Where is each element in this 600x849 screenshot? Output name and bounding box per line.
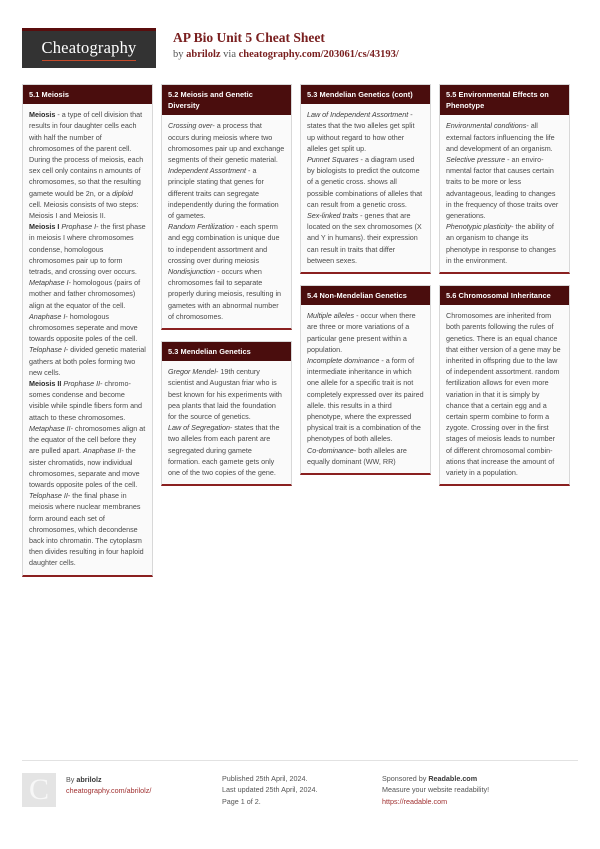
byline (173, 47, 399, 62)
footer-sponsor-url[interactable]: https://readable.com (382, 796, 448, 806)
card-body: Chromosomes are inherited from both parents following the rules of genetics. There is an equal chance that either version of a gene may be inherited in offspring due to the law of independent assortment. random fertilization allows for even more variation in that it is simply by chance that a certain egg and a certain sperm combine to form a zygote. Crossing over in the first stages of meiosis leads to number of different chromosomal combinations that increase the amount of variety in a population. (446, 311, 561, 478)
footer-author-url[interactable]: cheatography.com/abrilolz/ (66, 786, 152, 795)
card-5-5-environmental-effects (439, 84, 570, 274)
card-5-3-mendelian-genetics-cont (300, 84, 431, 274)
footer-author-lines (66, 773, 151, 797)
card-title: 5.4 Non-Mendelian Genetics (301, 286, 430, 305)
card-body: Meiosis - a type of cell division that results in four daughter cells each with half the number of chromosomes of the parent cell. During the process of meiosis, each sex cell only contains n amounts of chromosomes, so that the resulting gamete would be 2n, or a diploid cell. Meiosis consists of two steps: Meiosis I and Meiosis II. Meiosis I Prophase I- the first phase in meiosis I where chromosomes condense, homologous chromosomes pair up to form tetrads, and crossing over occurs. Metaphase I- homologous (pairs of mother and father chromosomes) align at the equator of the cell. Anaphase I- homologous chromosomes seperate and move towards opposite poles of the cell. Telophase I- divided genetic material gathers at both poles forming two new cells. Meiosis II Prophase II- chromosomes condense and become visible while spindle fibers form and attach to these chromosomes. Metaphase II- chromosomes align at the equator of the cell before they are pulled apart. Anaphase II- the sister chromatids, now individual chromosomes, separate and move towards opposite poles of the cell. Telophase II- the final phase in meiosis where nuclear membranes form around each set of chromosomes, which decondense back into chromatin. The cytoplasm then divides resulting in four haploid daughter cells. (29, 110, 146, 568)
page-footer (22, 760, 578, 808)
card-body: Multiple alleles - occur when there are three or more variations of a particular gene present within a population. Incomplete dominance - a form of intermediate inheritance in which one allele for a specific trait is not completely expressed over its paired allele. this results in a third phenotype, where the expressed physical trait is a combination of the phenotypes of both alleles. Co-dominance- both alleles are equally dominant (WW, RR) (307, 311, 424, 466)
footer-updated: Last updated 25th April, 2024. (222, 785, 318, 794)
footer-sponsor-block (382, 773, 572, 808)
title-block (173, 28, 399, 62)
footer-author-name[interactable]: abrilolz (76, 774, 102, 784)
card-5-2-meiosis-genetic-diversity (161, 84, 292, 330)
cheatography-c-icon: C (22, 773, 56, 807)
byline-author[interactable]: abrilolz (186, 49, 221, 60)
card-title: 5.1 Meiosis (23, 85, 152, 104)
card-body: Crossing over- a process that occurs during meiosis where two chromosomes pair up and exchange segments of their genetic material. Independent Assortment - a principle stating that genes for different traits can segregate independently during the formation of gametes. Random Fertilization - each sperm and egg combination is unique due to independent assortment and crossing over during meiosis Nondisjunction - occurs when chromosomes fail to separate properly during meiosis, resulting in gametes with an abnormal number of chromosomes. (168, 121, 285, 321)
byline-via: via (220, 49, 239, 60)
footer-author (66, 774, 151, 786)
card-title: 5.6 Chromosomal Inheritance (440, 286, 569, 305)
footer-sponsor-name[interactable]: Readable.com (428, 773, 478, 783)
footer-sponsor-tagline: Measure your website readability! (382, 785, 490, 794)
card-title: 5.3 Mendelian Genetics (cont) (301, 85, 430, 104)
page-title: AP Bio Unit 5 Cheat Sheet (173, 30, 325, 45)
card-title: 5.3 Mendelian Genetics (162, 342, 291, 361)
footer-published: Published 25th April, 2024. (222, 773, 308, 783)
column-3 (300, 84, 431, 475)
column-4 (439, 84, 570, 486)
column-1 (22, 84, 153, 577)
byline-url[interactable]: cheatography.com/203061/cs/43193/ (238, 49, 399, 60)
byline-prefix: by (173, 49, 187, 60)
card-body: Law of Independent Assortment - states that the two alleles get split up without regard to how other alleles get split up. Punnet Squares - a diagram used by biologists to predict the outcome of a genetic cross. shows all possible combinations of alleles that can result from a genetic cross. Sex-linked traits - genes that are located on the sex chromosomes (X and Y in humans). their expression can result in traits that differ between sexes. (307, 110, 423, 265)
footer-page-info: Page 1 of 2. (222, 796, 261, 806)
page-header (0, 0, 600, 64)
footer-author-prefix: By (66, 774, 77, 784)
footer-sponsor-prefix: Sponsored by (382, 773, 429, 783)
footer-author-block (22, 773, 222, 807)
footer-dates-block (222, 773, 382, 808)
card-5-6-chromosomal-inheritance (439, 285, 570, 486)
footer-sponsor (382, 773, 572, 785)
card-5-3-mendelian-genetics (161, 341, 292, 486)
cheatography-logo[interactable] (22, 28, 156, 68)
card-body: Gregor Mendel- 19th century scientist and Augustan friar who is best known for his experiments with pea plants that laid the foundation for the source of genetics. Law of Segregation- states that the two alleles from each parent are segregated during gamete formation. each gamete gets only one of the two copies of the gene. (168, 367, 282, 478)
card-body: Environmental conditions- all external factors influencing the life and development of an organism. Selective pressure - an environmental factor that causes certain traits to be more or less advantageous, leading to changes in the frequency of those traits over generations. Phenotypic plasticity- the ability of an organism to change its phenotype in response to changes in the environment. (446, 121, 559, 265)
card-5-4-non-mendelian-genetics (300, 285, 431, 475)
card-5-1-meiosis (22, 84, 153, 577)
logo-text: Cheatography (42, 38, 137, 61)
column-2 (161, 84, 292, 486)
card-columns (0, 64, 600, 577)
card-title: 5.2 Meiosis and Genetic Diversity (162, 85, 291, 115)
card-title: 5.5 Environmental Effects on Phenotype (440, 85, 569, 115)
